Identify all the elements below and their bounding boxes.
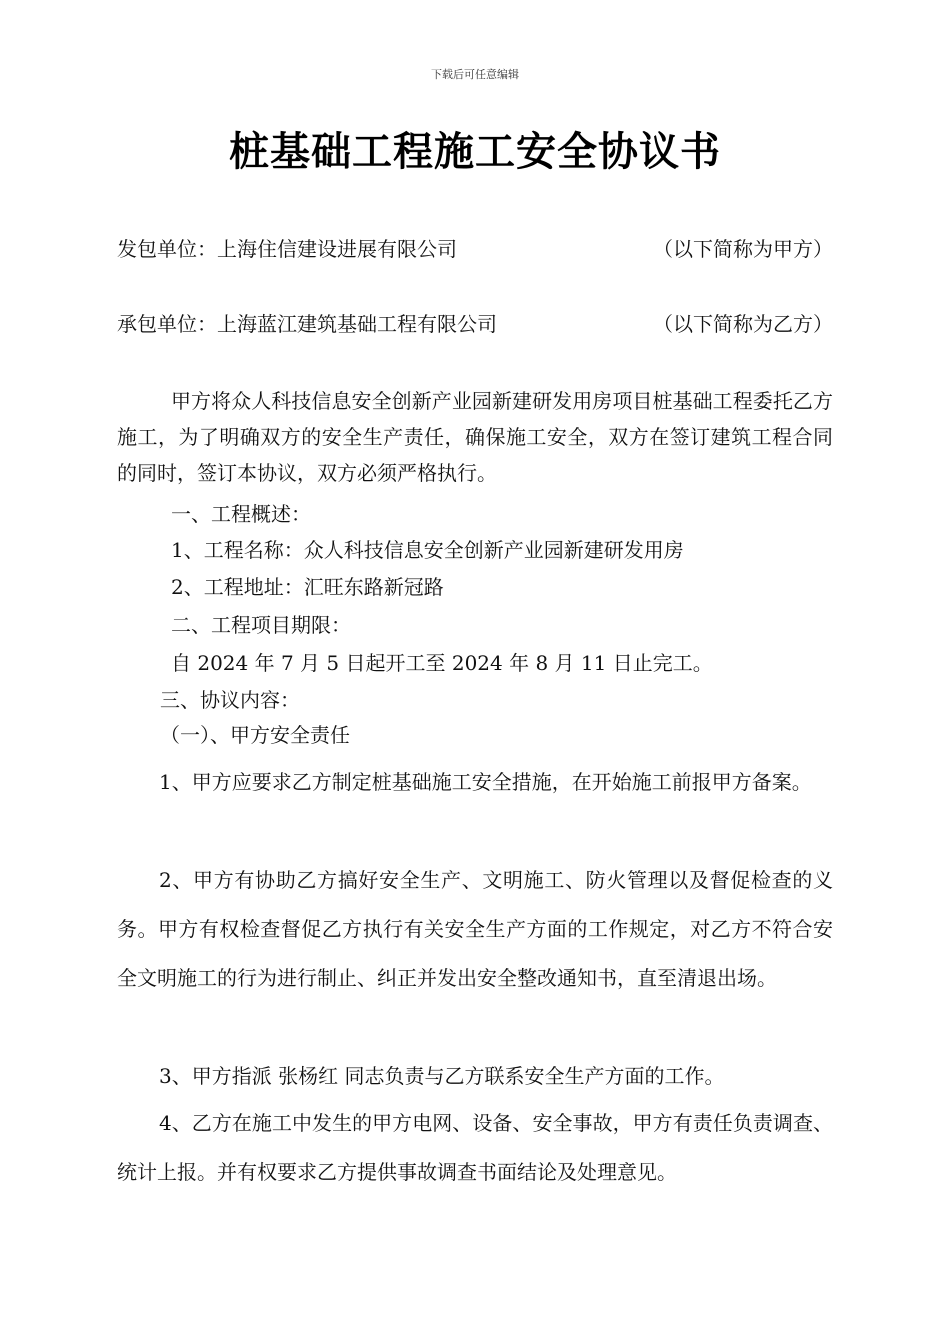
contractor-label: 承包单位：上海蓝江建筑基础工程有限公司 [117, 312, 497, 336]
header-note: 下载后可任意编辑 [431, 68, 519, 81]
party-a-responsibility-heading: （一）、甲方安全责任 [160, 723, 350, 747]
employer-alias: （以下简称为甲方） [653, 237, 833, 261]
section3-heading: 三、协议内容： [160, 688, 300, 712]
clause-3: 3、甲方指派 张杨红 同志负责与乙方联系安全生产方面的工作。 [159, 1064, 725, 1088]
section1-heading: 一、工程概述： [171, 502, 311, 526]
clause-1: 1、甲方应要求乙方制定桩基础施工安全措施，在开始施工前报甲方备案。 [159, 770, 812, 794]
document-title: 桩基础工程施工安全协议书 [229, 128, 721, 175]
project-name: 1、工程名称：众人科技信息安全创新产业园新建研发用房 [171, 538, 684, 562]
intro-paragraph: 甲方将众人科技信息安全创新产业园新建研发用房项目桩基础工程委托乙方施工，为了明确双方的安全生产责任，确保施工安全，双方在签订建筑工程合同的同时，签订本协议，双方必须严格执行。 [117, 389, 833, 485]
clause-2: 2、甲方有协助乙方搞好安全生产、文明施工、防火管理以及督促检查的义务。甲方有权检查督促乙方执行有关安全生产方面的工作规定，对乙方不符合安全文明施工的行为进行制止、纠正并发出安全整改通知书，直至清退出场。 [117, 868, 833, 990]
clause-4: 4、乙方在施工中发生的甲方电网、设备、安全事故，甲方有责任负责调查、统计上报。并有权要求乙方提供事故调查书面结论及处理意见。 [117, 1111, 833, 1184]
section2-heading: 二、工程项目期限： [171, 613, 351, 637]
contractor-alias: （以下简称为乙方） [653, 312, 833, 336]
project-address: 2、工程地址：汇旺东路新冠路 [171, 575, 444, 599]
project-period: 自 2024 年 7 月 5 日起开工至 2024 年 8 月 11 日止完工。 [171, 651, 713, 675]
employer-label: 发包单位：上海住信建设进展有限公司 [117, 237, 457, 261]
